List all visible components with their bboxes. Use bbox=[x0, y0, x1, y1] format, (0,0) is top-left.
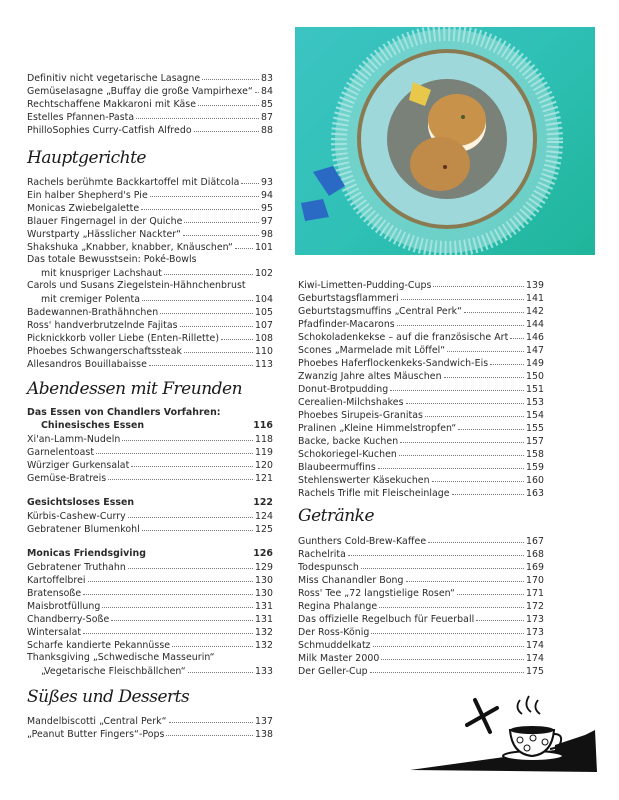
entry-page: 88 bbox=[260, 125, 273, 136]
entry-page: 110 bbox=[254, 346, 273, 357]
entry-title-continued: Chinesisches Essen bbox=[41, 420, 145, 431]
dot-leader bbox=[235, 239, 253, 249]
toc-list-suesses-left bbox=[27, 714, 273, 740]
entry-title: Rachelrita bbox=[298, 549, 346, 560]
dot-leader bbox=[457, 585, 524, 595]
entry-page: 168 bbox=[525, 549, 544, 560]
dot-leader bbox=[172, 637, 253, 647]
entry-page: 126 bbox=[253, 548, 273, 559]
entry-page: 157 bbox=[525, 436, 544, 447]
entry-title: Carols und Susans Ziegelstein-Hähnchenbrust bbox=[27, 280, 246, 291]
entry-page: 84 bbox=[260, 86, 273, 97]
entry-page: 124 bbox=[254, 511, 273, 522]
toc-entry[interactable] bbox=[298, 664, 544, 677]
entry-page: 170 bbox=[525, 575, 544, 586]
entry-title: Gesichtsloses Essen bbox=[27, 497, 135, 508]
dot-leader bbox=[433, 277, 524, 287]
entry-title: Geburtstagsmuffins „Central Perk“ bbox=[298, 306, 463, 317]
entry-page: 155 bbox=[525, 423, 544, 434]
entry-page: 122 bbox=[253, 497, 273, 508]
toc-entry[interactable] bbox=[27, 471, 273, 484]
cross-icon bbox=[467, 700, 497, 732]
entry-page: 160 bbox=[525, 475, 544, 486]
entry-page: 146 bbox=[525, 332, 544, 343]
entry-title: Blaubeermuffins bbox=[298, 462, 376, 473]
entry-title: Das offizielle Regelbuch für Feuerball bbox=[298, 614, 475, 625]
coffee-cup-illustration bbox=[405, 690, 619, 780]
toc-entry[interactable] bbox=[298, 317, 544, 330]
entry-page: 116 bbox=[253, 420, 273, 431]
entry-title: Phoebes Sirupeis-Granitas bbox=[298, 410, 423, 421]
entry-title: Scones „Marmelade mit Löffel“ bbox=[298, 345, 446, 356]
entry-page: 172 bbox=[525, 601, 544, 612]
entry-title: Garnelentoast bbox=[27, 447, 95, 458]
entry-page: 142 bbox=[525, 306, 544, 317]
entry-page: 132 bbox=[254, 627, 273, 638]
entry-page: 163 bbox=[525, 488, 544, 499]
toc-entry[interactable] bbox=[27, 727, 273, 740]
entry-title-continued: mit knuspriger Lachshaut bbox=[41, 268, 163, 279]
entry-page: 131 bbox=[254, 601, 273, 612]
entry-page: 119 bbox=[254, 447, 273, 458]
entry-title: PhilloSophies Curry-Catfish Alfredo bbox=[27, 125, 192, 136]
dot-leader bbox=[141, 200, 259, 210]
dot-leader bbox=[390, 381, 524, 391]
entry-page: 131 bbox=[254, 614, 273, 625]
entry-title: Ross' handverbrutzelnde Fajitas bbox=[27, 320, 178, 331]
entry-title: Phoebes Schwangerschaftssteak bbox=[27, 346, 183, 357]
dot-leader bbox=[194, 122, 259, 132]
entry-page: 144 bbox=[525, 319, 544, 330]
section-heading-suesses: Süßes und Desserts bbox=[27, 687, 190, 707]
dot-leader bbox=[444, 368, 524, 378]
entry-title: Milk Master 2000 bbox=[298, 653, 380, 664]
entry-title: Donut-Brotpudding bbox=[298, 384, 389, 395]
entry-page: 159 bbox=[525, 462, 544, 473]
entry-title: Gebratener Blumenkohl bbox=[27, 524, 140, 535]
entry-page: 93 bbox=[260, 177, 273, 188]
entry-title: Gunthers Cold-Brew-Kaffee bbox=[298, 536, 427, 547]
entry-page: 107 bbox=[254, 320, 273, 331]
entry-title: Gebratener Truthahn bbox=[27, 562, 126, 573]
toc-entry[interactable] bbox=[27, 71, 273, 84]
entry-title: Picknickkorb voller Liebe (Enten-Rillette) bbox=[27, 333, 220, 344]
entry-title: Monicas Zwiebelgalette bbox=[27, 203, 140, 214]
entry-page: 83 bbox=[260, 73, 273, 84]
dot-leader bbox=[490, 355, 524, 365]
entry-page: 173 bbox=[525, 614, 544, 625]
toc-entry[interactable] bbox=[27, 522, 273, 535]
entry-title: Geburtstagsflammeri bbox=[298, 293, 399, 304]
entry-page: 130 bbox=[254, 575, 273, 586]
dot-leader bbox=[148, 546, 251, 555]
dot-leader bbox=[198, 96, 259, 106]
section-heading-hauptgerichte: Hauptgerichte bbox=[27, 148, 146, 168]
toc-entry[interactable] bbox=[27, 240, 273, 253]
entry-title: Maisbrotfüllung bbox=[27, 601, 101, 612]
dot-leader bbox=[432, 472, 524, 482]
entry-page: 105 bbox=[254, 307, 273, 318]
toc-list-pasta bbox=[27, 71, 273, 136]
dot-leader bbox=[131, 457, 253, 467]
dot-leader bbox=[160, 304, 253, 314]
entry-page: 85 bbox=[260, 99, 273, 110]
dot-leader bbox=[221, 330, 253, 340]
entry-title: Rachels Trifle mit Fleischeinlage bbox=[298, 488, 450, 499]
entry-title: Das Essen von Chandlers Vorfahren: bbox=[27, 407, 221, 418]
entry-title: Würziger Gurkensalat bbox=[27, 460, 130, 471]
entry-title: Phoebes Haferflockenkeks-Sandwich-Eis bbox=[298, 358, 489, 369]
entry-title: Schokoladenkekse – auf die französische Art bbox=[298, 332, 509, 343]
dot-leader bbox=[128, 559, 253, 569]
dot-leader bbox=[401, 290, 524, 300]
section-heading-getraenke: Getränke bbox=[298, 506, 375, 526]
entry-title: Pralinen „Kleine Himmelstropfen“ bbox=[298, 423, 457, 434]
entry-title: Kürbis-Cashew-Curry bbox=[27, 511, 126, 522]
entry-title: Schokoriegel-Kuchen bbox=[298, 449, 397, 460]
toc-list-abendessen bbox=[27, 406, 273, 677]
entry-page: 101 bbox=[254, 242, 273, 253]
dot-leader bbox=[149, 356, 253, 366]
entry-title: Allesandros Bouillabaisse bbox=[27, 359, 147, 370]
dot-leader bbox=[447, 342, 524, 352]
toc-entry-continued[interactable] bbox=[27, 664, 273, 677]
dot-leader bbox=[399, 446, 524, 456]
entry-title: Das totale Bewusstsein: Poké-Bowls bbox=[27, 254, 197, 265]
entry-title: Badewannen-Brathähnchen bbox=[27, 307, 159, 318]
entry-page: 125 bbox=[254, 524, 273, 535]
dot-leader bbox=[188, 663, 253, 673]
dot-leader bbox=[142, 291, 253, 301]
entry-page: 108 bbox=[254, 333, 273, 344]
entry-title: Kiwi-Limetten-Pudding-Cups bbox=[298, 280, 432, 291]
dot-leader bbox=[111, 611, 253, 621]
toc-list-suesses-right bbox=[298, 278, 544, 499]
entry-page: 154 bbox=[525, 410, 544, 421]
dot-leader bbox=[348, 546, 524, 556]
toc-entry-continued[interactable] bbox=[27, 266, 273, 279]
dessert-photo bbox=[295, 27, 595, 255]
dot-leader bbox=[255, 83, 259, 93]
dot-leader bbox=[458, 420, 524, 430]
entry-title: Mandelbiscotti „Central Perk“ bbox=[27, 716, 167, 727]
entry-title: Kartoffelbrei bbox=[27, 575, 86, 586]
dot-leader bbox=[83, 624, 253, 634]
dot-leader bbox=[452, 485, 524, 495]
entry-page: 139 bbox=[525, 280, 544, 291]
entry-title: Gemüse-Bratreis bbox=[27, 473, 107, 484]
entry-page: 169 bbox=[525, 562, 544, 573]
entry-title: Definitiv nicht vegetarische Lasagne bbox=[27, 73, 201, 84]
entry-title: Todespunsch bbox=[298, 562, 359, 573]
entry-page: 120 bbox=[254, 460, 273, 471]
entry-page: 94 bbox=[260, 190, 273, 201]
dot-leader bbox=[361, 559, 524, 569]
entry-title: Schmuddelkatz bbox=[298, 640, 371, 651]
entry-page: 133 bbox=[254, 666, 273, 677]
entry-page: 97 bbox=[260, 216, 273, 227]
entry-title: Rechtschaffene Makkaroni mit Käse bbox=[27, 99, 197, 110]
dot-leader bbox=[406, 394, 524, 404]
entry-title: Rachels berühmte Backkartoffel mit Diätcola bbox=[27, 177, 240, 188]
dot-leader bbox=[400, 433, 524, 443]
entry-title: Der Geller-Cup bbox=[298, 666, 368, 677]
dot-leader bbox=[184, 213, 259, 223]
dot-leader bbox=[378, 459, 524, 469]
entry-title: Bratensoße bbox=[27, 588, 82, 599]
entry-page: 102 bbox=[254, 268, 273, 279]
dot-leader bbox=[184, 343, 253, 353]
entry-page: 137 bbox=[254, 716, 273, 727]
entry-page: 138 bbox=[254, 729, 273, 740]
entry-page: 171 bbox=[525, 588, 544, 599]
toc-entry[interactable] bbox=[27, 123, 273, 136]
section-heading-abendessen: Abendessen mit Freunden bbox=[27, 379, 243, 399]
dot-leader bbox=[180, 317, 253, 327]
entry-title: Regina Phalange bbox=[298, 601, 378, 612]
dot-leader bbox=[373, 637, 524, 647]
dot-leader bbox=[428, 533, 524, 543]
entry-title: Xi'an-Lamm-Nudeln bbox=[27, 434, 121, 445]
dot-leader bbox=[371, 624, 524, 634]
entry-page: 113 bbox=[254, 359, 273, 370]
toc-entry[interactable] bbox=[298, 486, 544, 499]
dot-leader bbox=[202, 70, 259, 80]
dot-leader bbox=[425, 407, 524, 417]
entry-page: 87 bbox=[260, 112, 273, 123]
dot-leader bbox=[464, 303, 524, 313]
dot-leader bbox=[88, 572, 253, 582]
entry-title: Backe, backe Kuchen bbox=[298, 436, 399, 447]
entry-page: 129 bbox=[254, 562, 273, 573]
dot-leader bbox=[476, 611, 524, 621]
entry-title: Monicas Friendsgiving bbox=[27, 548, 147, 559]
dot-leader bbox=[108, 470, 253, 480]
entry-title: „Peanut Butter Fingers“-Pops bbox=[27, 729, 165, 740]
entry-page: 151 bbox=[525, 384, 544, 395]
dot-leader bbox=[83, 585, 253, 595]
entry-page: 141 bbox=[525, 293, 544, 304]
dot-leader bbox=[142, 521, 253, 531]
entry-page: 104 bbox=[254, 294, 273, 305]
entry-title: Shakshuka „Knabber, knabber, Knäuschen“ bbox=[27, 242, 233, 253]
entry-page: 173 bbox=[525, 627, 544, 638]
entry-page: 174 bbox=[525, 640, 544, 651]
entry-title: Chandberry-Soße bbox=[27, 614, 110, 625]
dot-leader bbox=[136, 109, 259, 119]
entry-page: 175 bbox=[525, 666, 544, 677]
entry-title: Stehlenswerter Käsekuchen bbox=[298, 475, 430, 486]
entry-page: 98 bbox=[260, 229, 273, 240]
cookie-plate-image bbox=[295, 27, 595, 255]
entry-title: Ein halber Shepherd's Pie bbox=[27, 190, 148, 201]
toc-list-hauptgerichte bbox=[27, 175, 273, 370]
dot-leader bbox=[150, 187, 259, 197]
entry-page: 149 bbox=[525, 358, 544, 369]
entry-title: Wurstparty „Hässlicher Nackter“ bbox=[27, 229, 182, 240]
entry-title: Der Ross-König bbox=[298, 627, 370, 638]
dot-leader bbox=[102, 598, 253, 608]
entry-page: 118 bbox=[254, 434, 273, 445]
dot-leader bbox=[128, 508, 253, 518]
entry-title-continued: „Vegetarische Fleischbällchen“ bbox=[41, 666, 186, 677]
dot-leader bbox=[146, 418, 251, 427]
entry-page: 130 bbox=[254, 588, 273, 599]
entry-title: Wintersalat bbox=[27, 627, 82, 638]
entry-page: 95 bbox=[260, 203, 273, 214]
toc-entry[interactable] bbox=[27, 638, 273, 651]
dot-leader bbox=[381, 650, 524, 660]
entry-page: 153 bbox=[525, 397, 544, 408]
entry-title: Gemüselasagne „Buffay die große Vampirhexe“ bbox=[27, 86, 253, 97]
dot-leader bbox=[379, 598, 524, 608]
entry-title-continued: mit cremiger Polenta bbox=[41, 294, 141, 305]
entry-title: Miss Chanandler Bong bbox=[298, 575, 404, 586]
entry-page: 167 bbox=[525, 536, 544, 547]
dot-leader bbox=[166, 726, 252, 736]
dot-leader bbox=[136, 495, 251, 504]
dot-leader bbox=[96, 444, 253, 454]
entry-title: Pfadfinder-Macarons bbox=[298, 319, 395, 330]
entry-page: 121 bbox=[254, 473, 273, 484]
entry-title: Scharfe kandierte Pekannüsse bbox=[27, 640, 171, 651]
entry-title: Thanksgiving „Schwedische Masseurin“ bbox=[27, 652, 215, 663]
dot-leader bbox=[241, 174, 259, 184]
dot-leader bbox=[406, 572, 524, 582]
dot-leader bbox=[397, 316, 524, 326]
dot-leader bbox=[164, 265, 253, 275]
entry-title: Ross' Tee „72 langstielige Rosen“ bbox=[298, 588, 455, 599]
dot-leader bbox=[510, 329, 524, 339]
dot-leader bbox=[122, 431, 253, 441]
entry-title: Blauer Fingernagel in der Quiche bbox=[27, 216, 183, 227]
entry-title: Estelles Pfannen-Pasta bbox=[27, 112, 135, 123]
toc-list-getraenke bbox=[298, 534, 544, 677]
dot-leader bbox=[183, 226, 259, 236]
dot-leader bbox=[169, 713, 253, 723]
entry-title: Cerealien-Milchshakes bbox=[298, 397, 404, 408]
entry-page: 132 bbox=[254, 640, 273, 651]
entry-page: 174 bbox=[525, 653, 544, 664]
entry-title: Zwanzig Jahre altes Mäuschen bbox=[298, 371, 442, 382]
entry-page: 150 bbox=[525, 371, 544, 382]
entry-page: 158 bbox=[525, 449, 544, 460]
dot-leader bbox=[370, 663, 524, 673]
toc-entry[interactable] bbox=[27, 357, 273, 370]
entry-page: 147 bbox=[525, 345, 544, 356]
